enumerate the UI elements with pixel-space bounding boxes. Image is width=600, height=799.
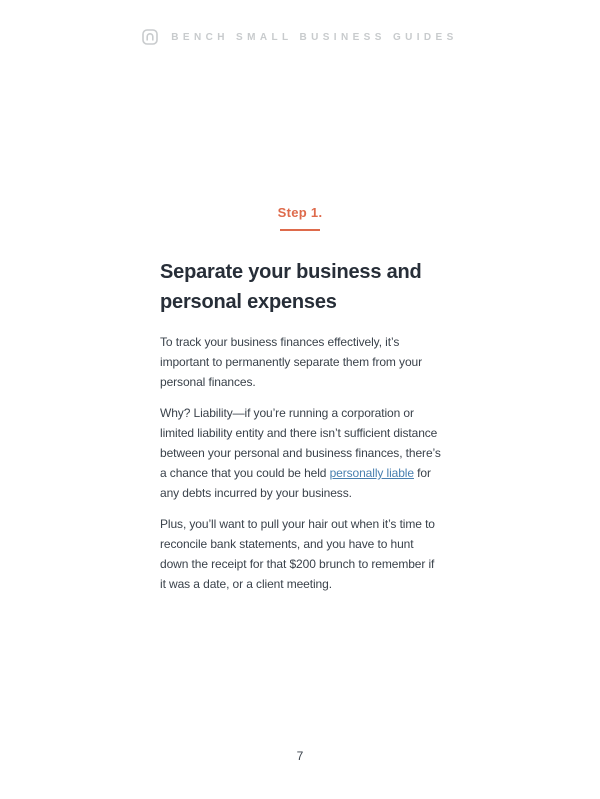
content-column bbox=[160, 257, 442, 605]
step-block bbox=[0, 205, 600, 231]
paragraph-3: Plus, you’ll want to pull your hair out when it’s time to reconcile bank statements, and you have to hunt down the receipt for that $200 brunch to remember if it was a date, or a client meeting. bbox=[160, 517, 435, 591]
bench-badge-icon bbox=[142, 29, 158, 45]
step-label: Step 1. bbox=[277, 205, 323, 220]
page-title bbox=[160, 257, 442, 317]
paragraph-2 bbox=[160, 403, 442, 503]
paragraph-1: To track your business finances effectively, it’s important to permanently separate them from your personal finances. bbox=[160, 335, 422, 389]
page-title-line2: personal expenses bbox=[160, 291, 337, 313]
paragraph-2-text-after: for any debts incurred by your business. bbox=[160, 466, 431, 500]
personally-liable-link[interactable]: personally liable bbox=[329, 466, 414, 480]
header bbox=[0, 29, 600, 45]
step-divider bbox=[280, 229, 320, 231]
page-number: 7 bbox=[296, 749, 304, 763]
header-title: BENCH SMALL BUSINESS GUIDES bbox=[171, 31, 458, 43]
paragraph-2-text-before: Why? Liability—if you’re running a corporation or limited liability entity and there isn’t sufficient distance between your personal and business finances, there’s a chance that you could be held bbox=[160, 406, 441, 480]
page-title-line1: Separate your business and bbox=[160, 261, 422, 283]
